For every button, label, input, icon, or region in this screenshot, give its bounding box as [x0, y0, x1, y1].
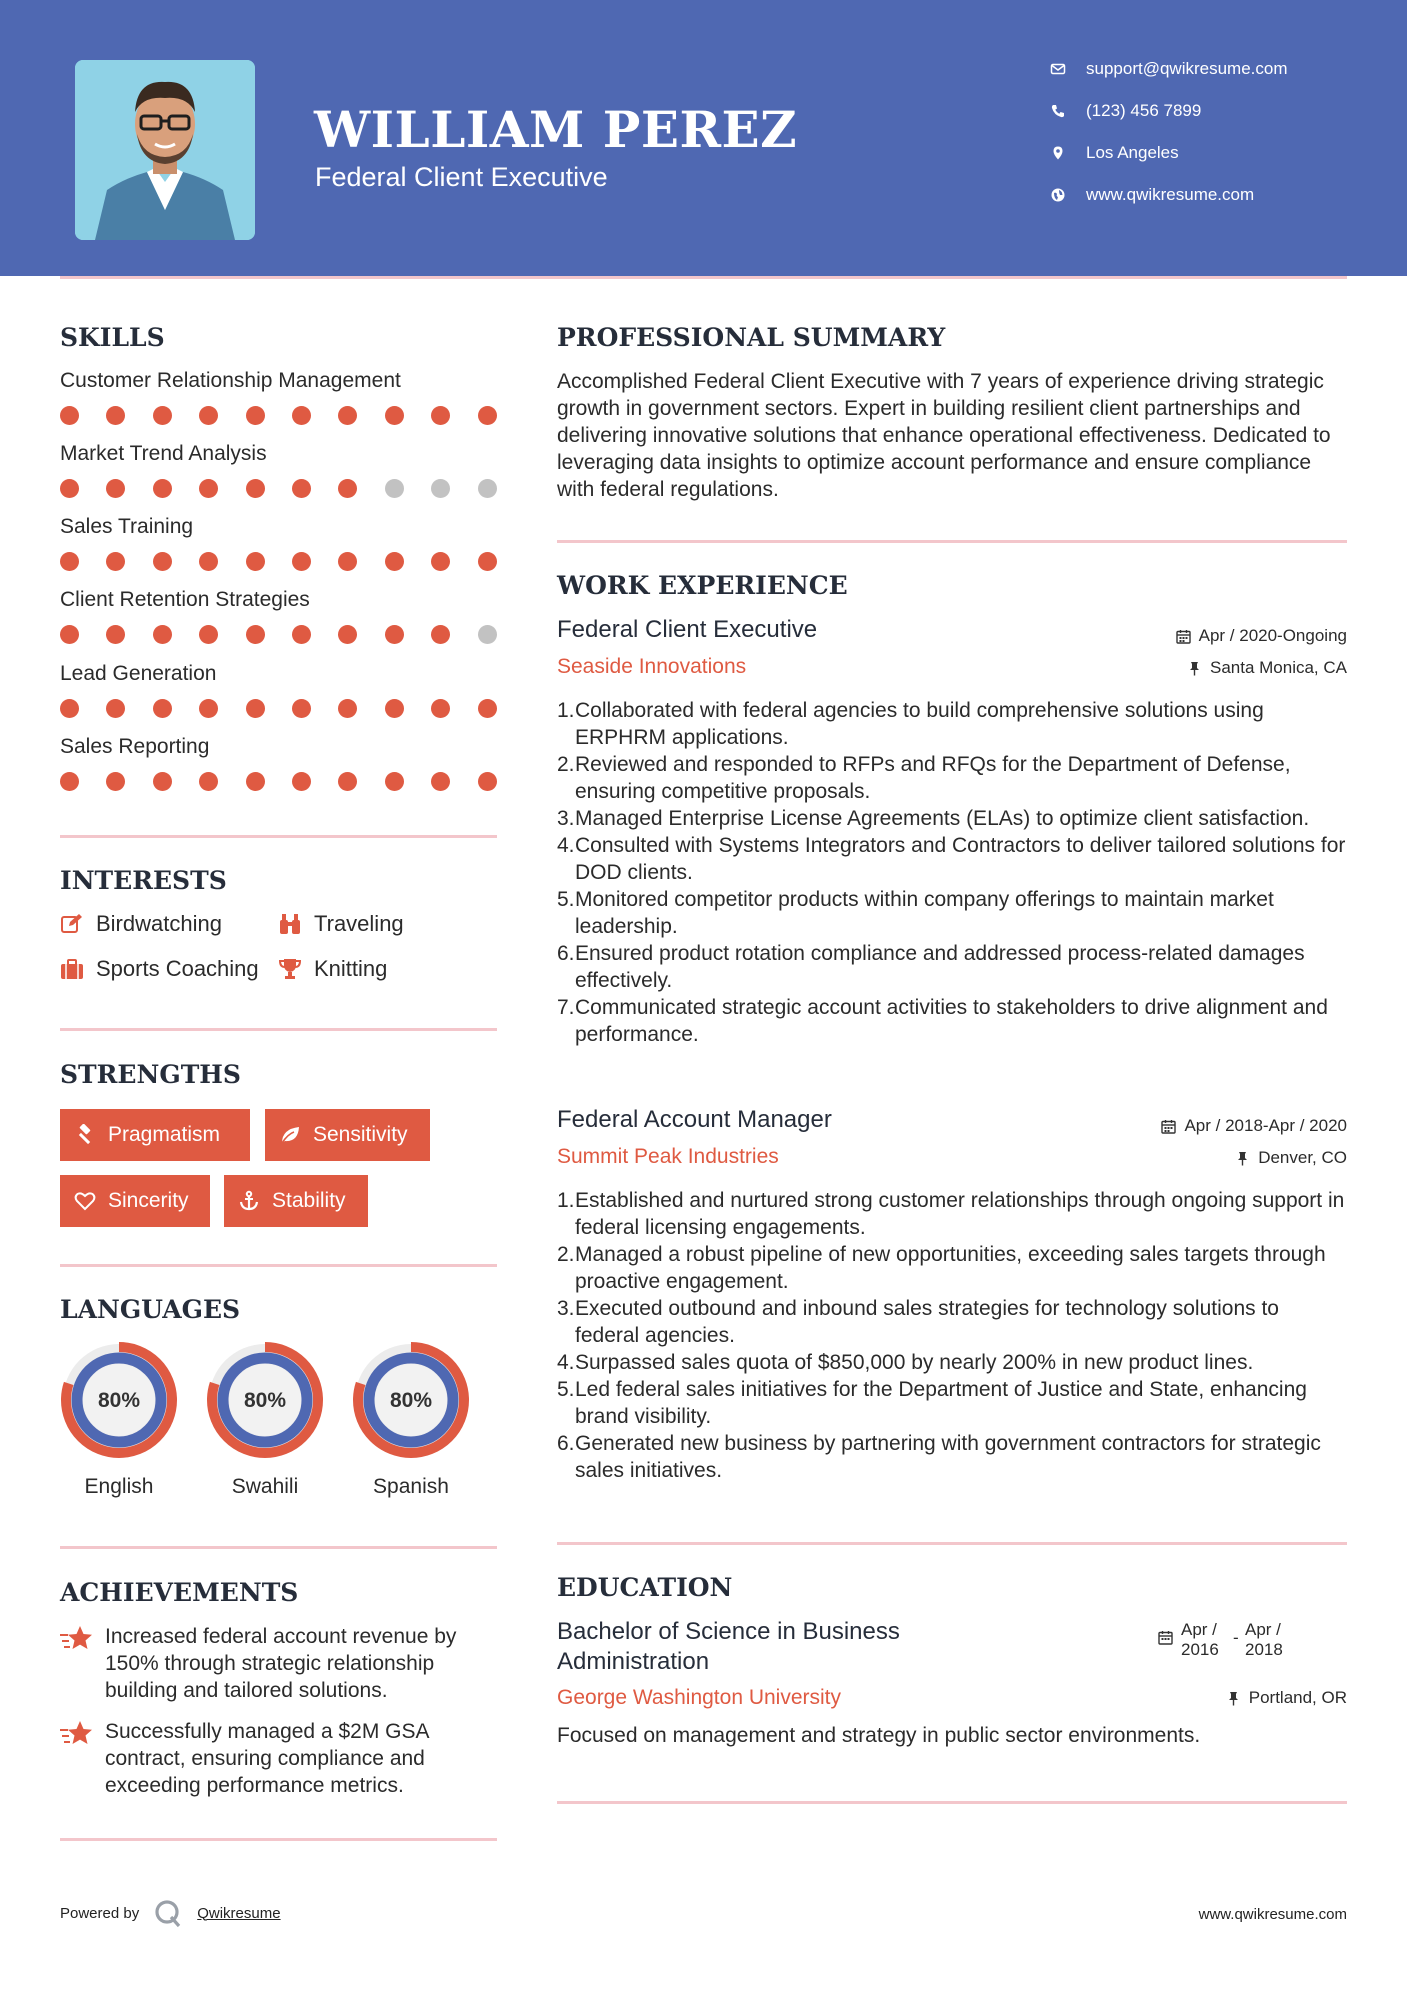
powered-by-text: Powered by: [60, 1904, 140, 1922]
skill-dot-filled: [292, 552, 311, 571]
pushpin-icon: [1226, 1691, 1241, 1706]
achievements-heading: ACHIEVEMENTS: [60, 1578, 299, 1607]
resume-header: [0, 0, 1407, 276]
company-name: Seaside Innovations: [557, 655, 747, 678]
skill-dot-filled: [199, 625, 218, 644]
skill-dot-filled: [106, 406, 125, 425]
pencil-icon: [60, 912, 84, 936]
skill-rating: [60, 552, 500, 572]
interest-label: Sports Coaching: [96, 956, 259, 981]
skill-dot-filled: [338, 699, 357, 718]
binoculars-icon: [278, 912, 302, 936]
strength-tag: [265, 1109, 430, 1161]
language-percent: 80%: [243, 1389, 287, 1412]
skill-dot-filled: [153, 772, 172, 791]
profile-photo: [75, 60, 255, 240]
star-icon: [60, 1625, 92, 1653]
skill-dot-filled: [199, 772, 218, 791]
education-dash: -: [1233, 1628, 1239, 1647]
interest-item: [60, 911, 222, 937]
skill-dot-filled: [199, 699, 218, 718]
skill-dot-filled: [292, 625, 311, 644]
candidate-title: Federal Client Executive: [315, 162, 608, 192]
language-progress-ring: [204, 1339, 326, 1461]
skill-dot-empty: [478, 479, 497, 498]
language-percent: 80%: [389, 1389, 433, 1412]
skill-dot-filled: [106, 552, 125, 571]
skill-dot-filled: [292, 699, 311, 718]
language-ring: [350, 1339, 472, 1461]
skill-dot-filled: [292, 406, 311, 425]
skill-dot-filled: [246, 406, 265, 425]
section-divider: [60, 1028, 497, 1031]
education-heading: EDUCATION: [557, 1573, 733, 1602]
education-start: Apr / 2016: [1181, 1620, 1219, 1659]
job-bullet: 4. Surpassed sales quota of $850,000 by nearly 200% in new product lines.: [557, 1351, 1254, 1374]
skill-rating: [60, 699, 500, 719]
skill-dot-filled: [431, 625, 450, 644]
contact-email[interactable]: [1050, 59, 1288, 79]
skill-dot-filled: [478, 772, 497, 791]
contact-location-text: Los Angeles: [1086, 143, 1179, 162]
skill-dot-filled: [153, 699, 172, 718]
skill-dot-filled: [60, 406, 79, 425]
map-marker-icon: [1050, 145, 1066, 161]
skill-dot-filled: [199, 552, 218, 571]
interest-item: [278, 911, 404, 937]
achievement-item: [60, 1623, 510, 1704]
skill-rating: [60, 406, 500, 426]
achievement-item: [60, 1718, 510, 1799]
qwikresume-logo-icon: [153, 1898, 183, 1928]
skill-rating: [60, 625, 500, 645]
skill-name: Lead Generation: [60, 662, 217, 685]
language-progress-ring: [350, 1339, 472, 1461]
calendar-icon: [1158, 1630, 1173, 1645]
skill-dot-filled: [106, 479, 125, 498]
contact-phone[interactable]: [1050, 101, 1201, 121]
globe-icon: [1050, 187, 1066, 203]
section-divider: [557, 540, 1347, 543]
envelope-icon: [1050, 61, 1066, 77]
degree-title: Bachelor of Science in Business Administration: [557, 1618, 900, 1675]
skill-dot-filled: [60, 479, 79, 498]
skill-dot-filled: [60, 552, 79, 571]
gavel-icon: [74, 1124, 96, 1146]
skill-dot-filled: [246, 625, 265, 644]
job-bullet: 5. Led federal sales initiatives for the Department of Justice and State, enhancing brand visibility.: [557, 1378, 1307, 1428]
skill-dot-filled: [60, 625, 79, 644]
strength-label: Sensitivity: [313, 1123, 408, 1146]
skill-dot-filled: [338, 479, 357, 498]
section-divider: [60, 1838, 497, 1841]
skills-heading: SKILLS: [60, 323, 165, 352]
skill-dot-filled: [106, 772, 125, 791]
achievement-text: Successfully managed a $2M GSA contract, ensuring compliance and exceeding performance metrics.: [105, 1720, 429, 1797]
experience-heading: WORK EXPERIENCE: [557, 571, 848, 600]
language-name: Swahili: [231, 1475, 299, 1498]
strength-label: Pragmatism: [108, 1123, 221, 1146]
section-divider: [557, 1542, 1347, 1545]
language-percent: 80%: [97, 1389, 141, 1412]
skill-dot-filled: [106, 625, 125, 644]
skill-dot-filled: [431, 699, 450, 718]
section-divider: [60, 1546, 497, 1549]
heart-icon: [74, 1190, 96, 1212]
skill-dot-filled: [338, 625, 357, 644]
job-bullets: [557, 1187, 1347, 1484]
phone-icon: [1050, 103, 1066, 119]
skill-dot-empty: [478, 625, 497, 644]
summary-heading: PROFESSIONAL SUMMARY: [557, 323, 946, 352]
strength-label: Sincerity: [108, 1189, 189, 1212]
job-location-text: Denver, CO: [1258, 1148, 1347, 1167]
section-divider: [60, 835, 497, 838]
education-location-text: Portland, OR: [1248, 1688, 1347, 1707]
job-bullet: 6. Generated new business by partnering with government contractors for strategic sales initiatives.: [557, 1432, 1321, 1482]
skill-dot-filled: [385, 406, 404, 425]
section-divider: [557, 1801, 1347, 1804]
job-bullet: 7. Communicated strategic account activities to stakeholders to drive alignment and performance.: [557, 996, 1328, 1046]
contact-location: [1050, 143, 1179, 163]
skill-name: Sales Training: [60, 515, 194, 538]
education-location: [1226, 1688, 1347, 1708]
job-bullets: [557, 697, 1347, 1048]
interest-label: Knitting: [314, 956, 388, 981]
company-name: Summit Peak Industries: [557, 1145, 779, 1168]
strength-tag: [224, 1175, 368, 1227]
job-bullet: 2. Managed a robust pipeline of new opportunities, exceeding sales targets through proactive engagement.: [557, 1243, 1326, 1293]
interest-label: Traveling: [314, 911, 404, 936]
skill-dot-empty: [431, 479, 450, 498]
skill-dot-filled: [338, 552, 357, 571]
leaf-icon: [279, 1124, 301, 1146]
job-bullet: 2. Reviewed and responded to RFPs and RFQs for the Department of Defense, ensuring competitive proposals.: [557, 753, 1291, 803]
job-bullet: 4. Consulted with Systems Integrators and Contractors to deliver tailored solutions for DOD clients.: [557, 834, 1346, 884]
skill-dot-filled: [478, 406, 497, 425]
interest-item: [60, 956, 259, 982]
interests-heading: INTERESTS: [60, 866, 227, 895]
skill-dot-filled: [385, 552, 404, 571]
language-ring: [58, 1339, 180, 1461]
language-progress-ring: [58, 1339, 180, 1461]
job-location: [1235, 1148, 1347, 1168]
job-title: Federal Account Manager: [557, 1106, 832, 1133]
achievement-text: Increased federal account revenue by 150% through strategic relationship building and tailored solutions.: [105, 1625, 457, 1702]
contact-phone-text: (123) 456 7899: [1086, 101, 1202, 120]
skill-dot-filled: [60, 772, 79, 791]
footer-url[interactable]: www.qwikresume.com: [1198, 1906, 1347, 1923]
interest-label: Birdwatching: [96, 911, 222, 936]
school-name: George Washington University: [557, 1686, 842, 1709]
section-divider: [60, 1264, 497, 1267]
star-icon: [60, 1720, 92, 1748]
education-dates: [1158, 1620, 1297, 1660]
job-dates: [1161, 1116, 1347, 1136]
skill-dot-filled: [60, 699, 79, 718]
job-bullet: 5. Monitored competitor products within company offerings to maintain market leadership.: [557, 888, 1274, 938]
skill-dot-filled: [246, 479, 265, 498]
skill-rating: [60, 772, 500, 792]
interest-item: [278, 956, 387, 982]
contact-website[interactable]: [1050, 185, 1254, 205]
skill-dot-filled: [385, 699, 404, 718]
candidate-name: WILLIAM PEREZ: [314, 100, 798, 159]
job-bullet: 1. Established and nurtured strong customer relationships through ongoing support in federal licensing engagements.: [557, 1189, 1345, 1239]
skill-dot-filled: [153, 552, 172, 571]
skill-dot-filled: [478, 552, 497, 571]
skill-dot-filled: [199, 406, 218, 425]
skill-name: Sales Reporting: [60, 735, 210, 758]
job-bullet: 6. Ensured product rotation compliance and addressed process-related damages effectively.: [557, 942, 1305, 992]
skill-name: Customer Relationship Management: [60, 369, 401, 392]
skill-dot-filled: [431, 406, 450, 425]
skill-dot-filled: [199, 479, 218, 498]
strength-tag: [60, 1175, 210, 1227]
trophy-icon: [278, 957, 302, 981]
anchor-icon: [238, 1190, 260, 1212]
skill-name: Client Retention Strategies: [60, 588, 310, 611]
calendar-icon: [1176, 629, 1191, 644]
skill-dot-filled: [431, 552, 450, 571]
skill-dot-filled: [431, 772, 450, 791]
skill-dot-filled: [385, 772, 404, 791]
footer-powered-by: [60, 1898, 281, 1928]
strength-label: Stability: [272, 1189, 346, 1212]
job-location: [1187, 658, 1347, 678]
language-name: Spanish: [373, 1475, 449, 1498]
languages-heading: LANGUAGES: [60, 1295, 241, 1324]
qwikresume-link[interactable]: Qwikresume: [197, 1904, 281, 1922]
job-dates: [1176, 626, 1347, 646]
skill-dot-filled: [478, 699, 497, 718]
contact-website-text[interactable]: www.qwikresume.com: [1086, 185, 1255, 204]
job-location-text: Santa Monica, CA: [1209, 658, 1347, 677]
skill-dot-empty: [385, 479, 404, 498]
strengths-heading: STRENGTHS: [60, 1060, 241, 1089]
briefcase-icon: [60, 957, 84, 981]
header-divider: [60, 276, 1347, 279]
skill-dot-filled: [153, 406, 172, 425]
job-bullet: 1. Collaborated with federal agencies to build comprehensive solutions using ERPHRM applications.: [557, 699, 1264, 749]
skill-name: Market Trend Analysis: [60, 442, 267, 465]
education-end: Apr / 2018: [1245, 1620, 1283, 1659]
job-bullet: 3. Managed Enterprise License Agreements (ELAs) to optimize client satisfaction.: [557, 807, 1310, 830]
skill-dot-filled: [153, 625, 172, 644]
skill-dot-filled: [385, 625, 404, 644]
skill-dot-filled: [292, 772, 311, 791]
education-description: Focused on management and strategy in public sector environments.: [557, 1724, 1201, 1747]
language-ring: [204, 1339, 326, 1461]
job-dates-text: Apr / 2018-Apr / 2020: [1184, 1116, 1347, 1135]
job-title: Federal Client Executive: [557, 616, 818, 643]
job-bullet: 3. Executed outbound and inbound sales strategies for technology solutions to federal agencies.: [557, 1297, 1279, 1347]
summary-text: Accomplished Federal Client Executive with 7 years of experience driving strategic growth in government sectors. Expert in building resilient client partnerships and delivering innovative solutions that enhance operational effectiveness. Dedicated to leveraging data insights to optimize account performance and ensure compliance with federal regulations.: [557, 370, 1331, 501]
job-dates-text: Apr / 2020-Ongoing: [1198, 626, 1347, 645]
skill-dot-filled: [338, 406, 357, 425]
language-name: English: [84, 1475, 154, 1498]
pushpin-icon: [1187, 661, 1202, 676]
skill-dot-filled: [338, 772, 357, 791]
skill-rating: [60, 479, 500, 499]
pushpin-icon: [1235, 1151, 1250, 1166]
contact-email-text[interactable]: support@qwikresume.com: [1086, 59, 1288, 78]
skill-dot-filled: [106, 699, 125, 718]
calendar-icon: [1161, 1119, 1176, 1134]
skill-dot-filled: [246, 552, 265, 571]
skill-dot-filled: [246, 699, 265, 718]
skill-dot-filled: [246, 772, 265, 791]
skill-dot-filled: [292, 479, 311, 498]
skill-dot-filled: [153, 479, 172, 498]
strength-tag: [60, 1109, 250, 1161]
